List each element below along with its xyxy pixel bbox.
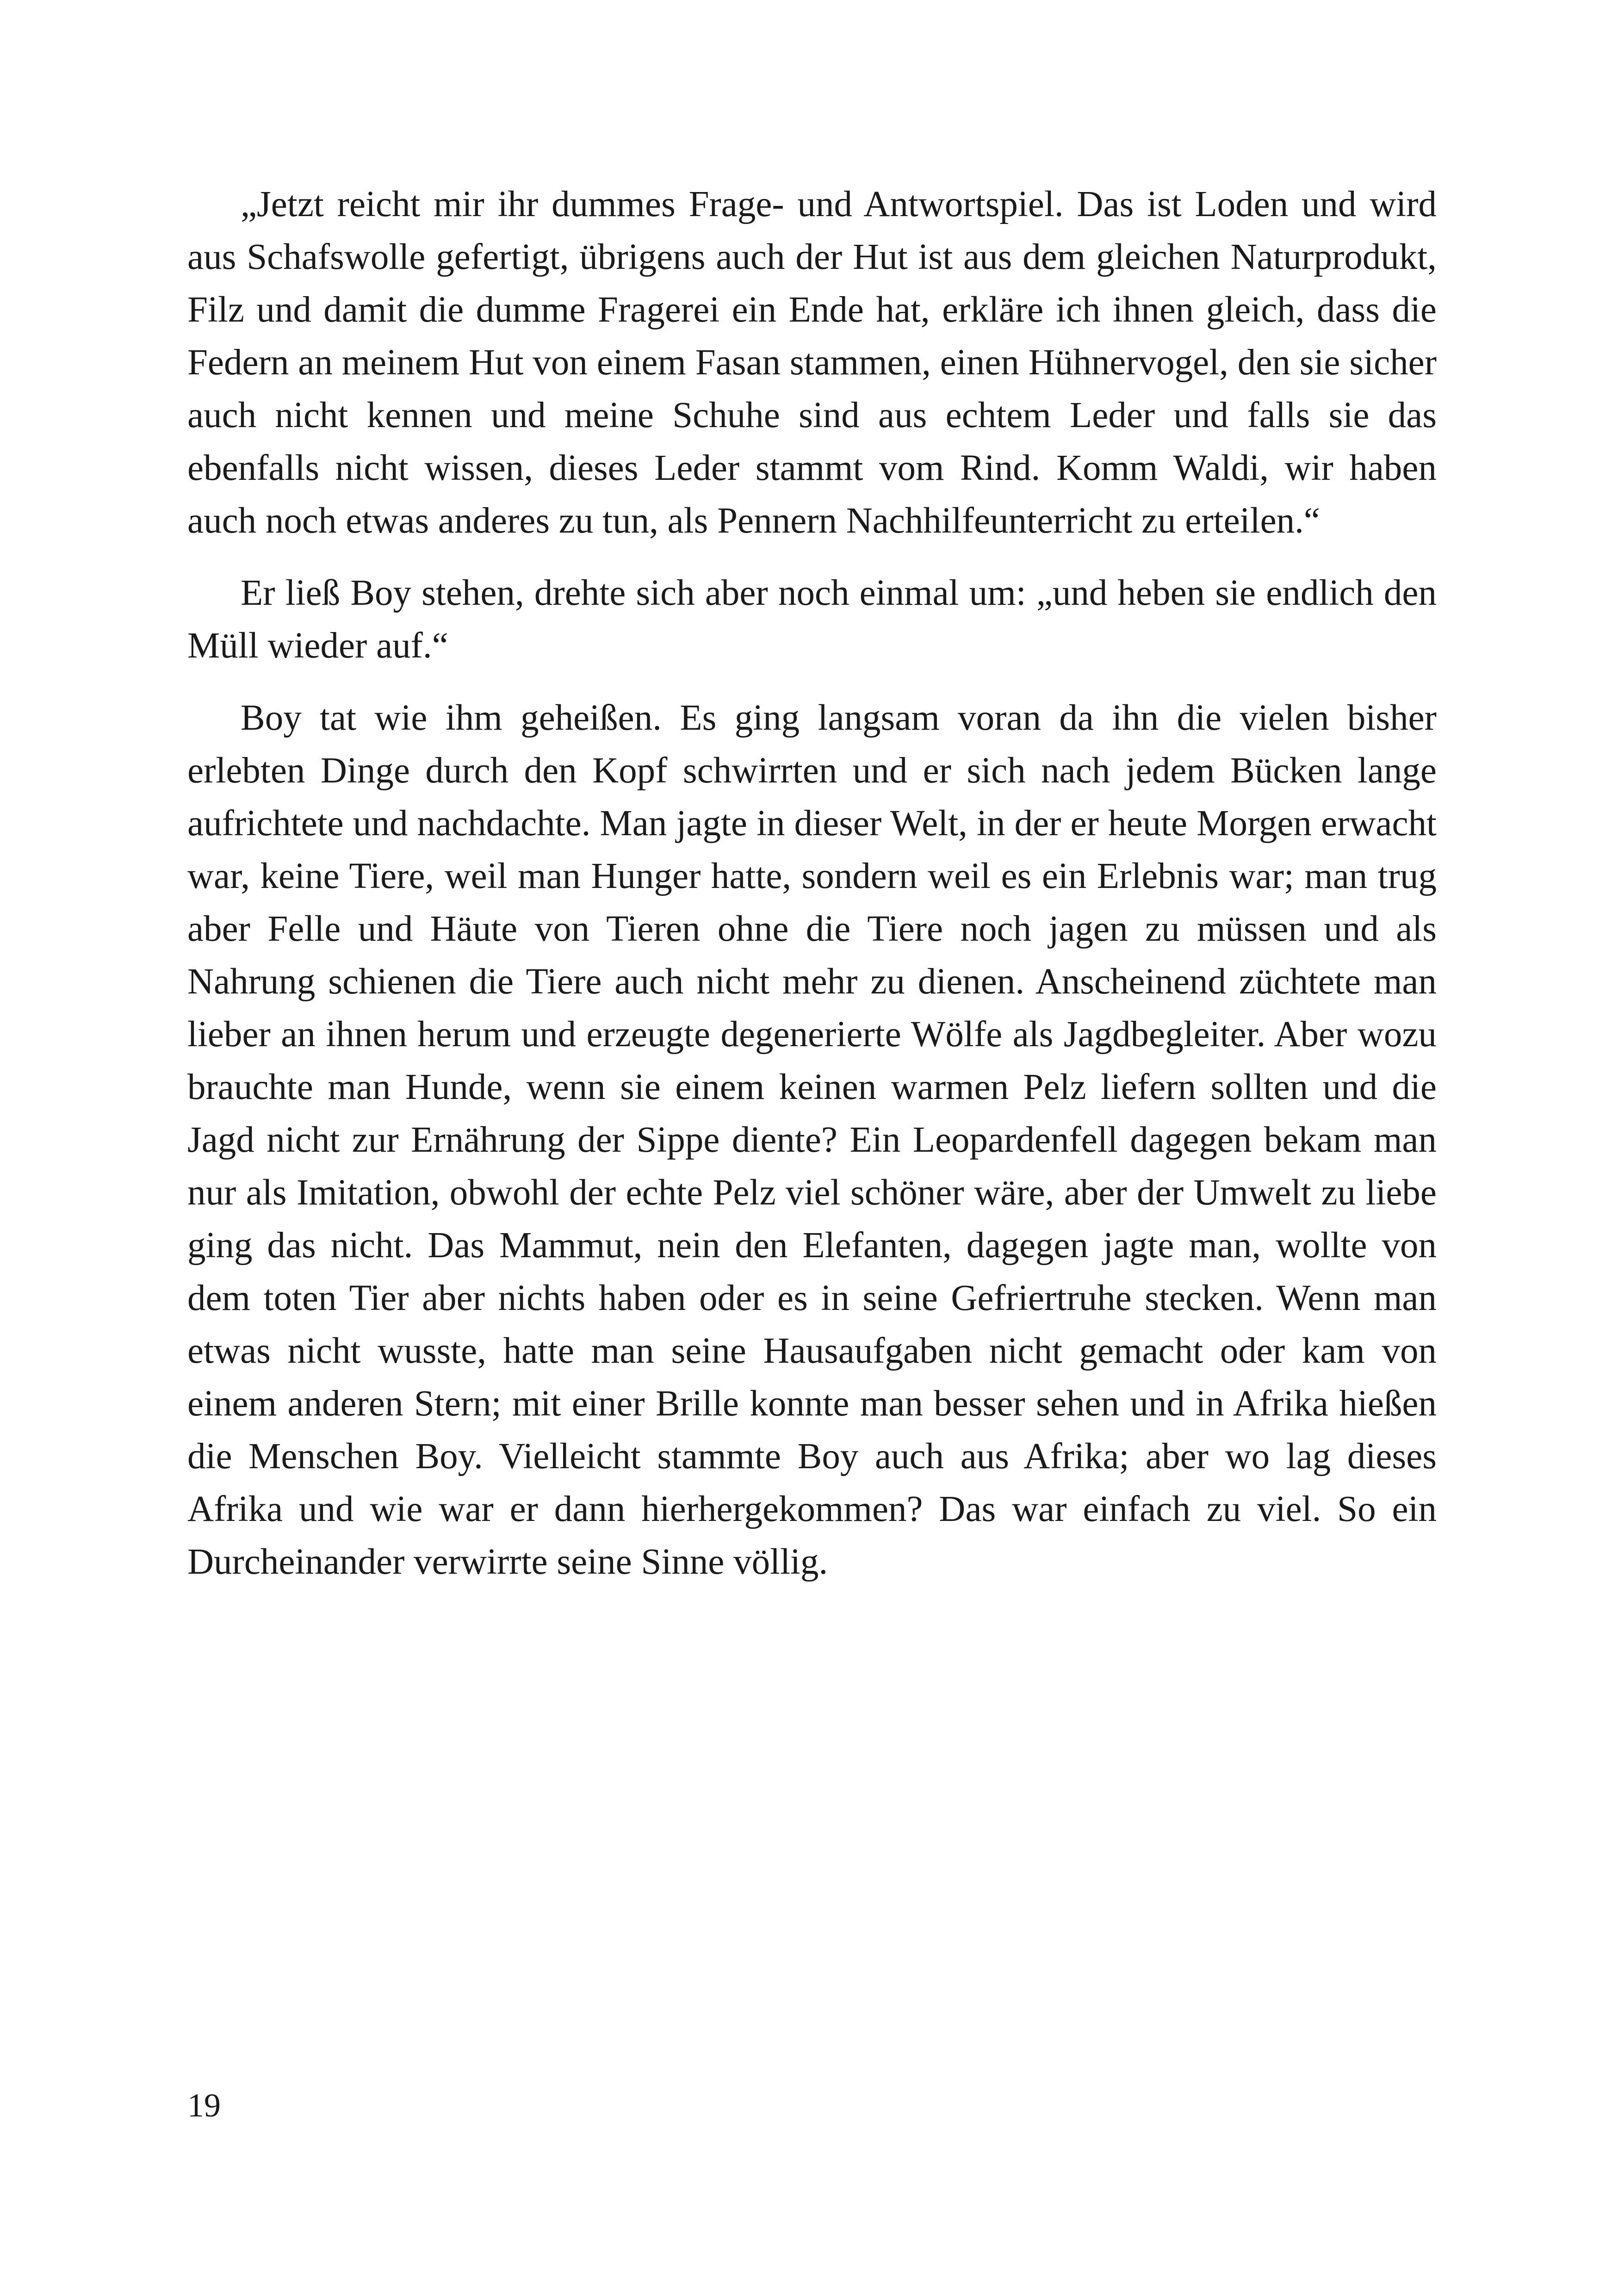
- paragraph-3: Boy tat wie ihm geheißen. Es ging langsam voran da ihn die vielen bisher erlebten Dinge durch den Kopf schwirrten und er sich nach jedem Bücken lange aufrichtete und nachdachte. Man jagte in dieser Welt, in der er heute Morgen erwacht war, keine Tiere, weil man Hunger hatte, sondern weil es ein Erlebnis war; man trug aber Felle und Häute von Tieren ohne die Tiere noch jagen zu müssen und als Nahrung schienen die Tiere auch nicht mehr zu dienen. Anscheinend züchtete man lieber an ihnen herum und erzeugte degenerierte Wölfe als Jagdbegleiter. Aber wozu brauchte man Hunde, wenn sie einem keinen warmen Pelz liefern sollten und die Jagd nicht zur Ernährung der Sippe diente? Ein Leopardenfell dagegen bekam man nur als Imitation, obwohl der echte Pelz viel schöner wäre, aber der Umwelt zu liebe ging das nicht. Das Mammut, nein den Elefanten, dagegen jagte man, wollte von dem toten Tier aber nichts haben oder es in seine Gefriertruhe stecken. Wenn man etwas nicht wusste, hatte man seine Hausaufgaben nicht gemacht oder kam von einem anderen Stern; mit einer Brille konnte man besser sehen und in Afrika hießen die Menschen Boy. Vielleicht stammte Boy auch aus Afrika; aber wo lag dieses Afrika und wie war er dann hierhergekommen? Das war einfach zu viel. So ein Durcheinander verwirrte seine Sinne völlig.: [187, 698, 1437, 1582]
- paragraph-2: Er ließ Boy stehen, drehte sich aber noch einmal um: „und heben sie endlich den Müll wieder auf.“: [187, 573, 1437, 666]
- page-number: 19: [187, 2087, 221, 2124]
- body-text: [187, 178, 1437, 1589]
- paragraph-1: „Jetzt reicht mir ihr dummes Frage- und Antwortspiel. Das ist Loden und wird aus Schafswolle gefertigt, übrigens auch der Hut ist aus dem gleichen Naturprodukt, Filz und damit die dumme Fragerei ein Ende hat, erkläre ich ihnen gleich, dass die Federn an meinem Hut von einem Fasan stammen, einen Hühnervogel, den sie sicher auch nicht kennen und meine Schuhe sind aus echtem Leder und falls sie das ebenfalls nicht wissen, dieses Leder stammt vom Rind. Komm Waldi, wir haben auch noch etwas anderes zu tun, als Pennern Nachhilfeunterricht zu erteilen.“: [187, 184, 1437, 541]
